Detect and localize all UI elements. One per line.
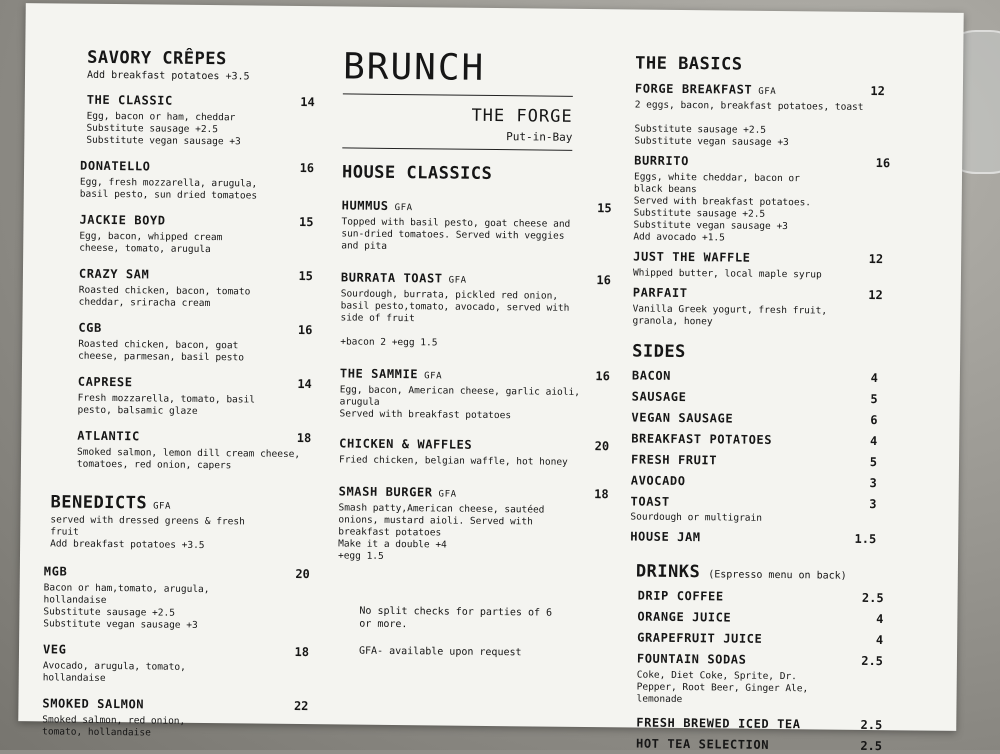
item-price: 12	[868, 288, 883, 302]
item-name	[635, 81, 885, 98]
drinks-title	[630, 561, 930, 584]
item-price: 2.5	[861, 654, 883, 668]
benedicts-header	[38, 492, 311, 553]
side-item	[631, 410, 891, 427]
item-price: 15	[597, 201, 612, 215]
item-price: 2.5	[861, 718, 883, 732]
item-price: 15	[298, 269, 313, 283]
item-price: 4	[870, 434, 877, 448]
item-description: Egg, bacon, American cheese, garlic aioli, arugula Served with breakfast potatoes	[339, 384, 609, 423]
sides-list	[630, 368, 932, 546]
item-name: HOT TEA SELECTION	[636, 737, 896, 754]
item-description: Egg, bacon or ham, cheddar Substitute sausage +2.5 Substitute vegan sausage +3	[86, 111, 314, 149]
item-description: Smoked salmon, lemon dill cream cheese, tomatoes, red onion, capers	[77, 447, 311, 473]
item-price: 4	[876, 612, 883, 626]
menu-item	[43, 564, 310, 633]
item-price: 6	[870, 413, 877, 427]
drink-item	[636, 716, 896, 733]
right-column	[628, 9, 936, 753]
middle-column	[337, 6, 614, 660]
left-column	[36, 3, 316, 741]
item-price: 1.5	[854, 532, 876, 546]
item-name: HOUSE JAM	[630, 529, 890, 546]
side-item	[631, 473, 891, 490]
item-name	[339, 436, 609, 453]
gfa-tag: GFA	[758, 87, 776, 97]
item-price: 20	[595, 439, 610, 453]
savory-crepes-subtitle: Add breakfast potatoes +3.5	[87, 70, 315, 83]
gfa-note: GFA- available upon request	[337, 644, 607, 660]
item-name: VEGAN SAUSAGE	[631, 410, 891, 427]
drink-item	[637, 610, 897, 627]
item-description: Coke, Diet Coke, Sprite, Dr. Pepper, Root Beer, Ginger Ale, lemonade	[636, 670, 896, 709]
item-name-text: FORGE BREAKFAST	[635, 81, 753, 96]
item-name	[633, 249, 883, 266]
menu-item	[77, 375, 311, 419]
item-name-text: CHICKEN & WAFFLES	[339, 436, 472, 451]
item-name	[341, 270, 611, 287]
item-name: JACKIE BOYD	[79, 213, 313, 229]
item-price: 3	[869, 497, 876, 511]
menu-item	[340, 270, 611, 351]
item-price: 22	[294, 699, 309, 713]
item-price: 18	[594, 487, 609, 501]
item-price: 15	[299, 215, 314, 229]
item-price: 20	[295, 567, 310, 581]
item-name: BACON	[632, 368, 892, 385]
drink-item	[636, 652, 897, 709]
menu-item	[86, 93, 315, 149]
item-name	[340, 366, 610, 383]
side-item	[630, 529, 890, 546]
item-name	[339, 484, 609, 501]
item-name	[342, 198, 612, 215]
title-divider	[343, 93, 573, 96]
menu-item	[341, 198, 612, 255]
benedicts-subtitle: served with dressed greens & fresh fruit Add breakfast potatoes +3.5	[50, 514, 310, 553]
benedicts-title-text: BENEDICTS	[50, 492, 147, 513]
item-description: Smash patty,American cheese, sautéed onions, mustard aioli. Served with breakfast potatoes Make it a double +4 +egg 1.5	[338, 502, 609, 565]
menu-item	[43, 642, 309, 687]
item-name: AVOCADO	[631, 473, 891, 490]
item-name: VEG	[43, 642, 309, 659]
gfa-tag: GFA	[424, 371, 442, 381]
item-description: Eggs, white cheddar, bacon or black beans Served with breakfast potatoes. Substitute sausage +2.5 Substitute vegan sausage +3 Add avocado +1.5	[633, 171, 884, 246]
item-description: Smoked salmon, red onion, tomato, hollandaise	[42, 714, 308, 741]
item-description: Egg, bacon, whipped cream cheese, tomato, arugula	[79, 231, 313, 257]
item-price: 16	[596, 273, 611, 287]
item-description: Avocado, arugula, tomato, hollandaise	[43, 660, 309, 687]
restaurant-location: Put-in-Bay	[342, 128, 572, 143]
item-name: FRESH BREWED ICED TEA	[636, 716, 896, 733]
item-description: Topped with basil pesto, goat cheese and sun-dried tomatoes. Served with veggies and pita	[341, 216, 611, 255]
item-name: CRAZY SAM	[79, 267, 313, 283]
item-name: FOUNTAIN SODAS	[637, 652, 897, 669]
menu-sheet	[18, 3, 963, 731]
item-name: ATLANTIC	[77, 429, 311, 445]
item-name: SMOKED SALMON	[42, 696, 308, 713]
menu-item	[79, 267, 313, 311]
menu-item	[633, 249, 883, 282]
item-description: Fresh mozzarella, tomato, basil pesto, balsamic glaze	[77, 393, 311, 419]
item-name: MGB	[44, 564, 310, 581]
drink-item	[638, 589, 898, 606]
item-name-text: HUMMUS	[342, 198, 389, 212]
item-name: GRAPEFRUIT JUICE	[637, 631, 897, 648]
menu-item	[634, 81, 885, 150]
item-price: 16	[298, 323, 313, 337]
side-item	[632, 368, 892, 385]
item-price: 3	[869, 476, 876, 490]
item-name: ORANGE JUICE	[637, 610, 897, 627]
restaurant-name: THE FORGE	[343, 104, 573, 126]
item-name: DONATELLO	[80, 159, 314, 175]
menu-item	[42, 696, 308, 741]
item-name-text: BURRATA TOAST	[341, 270, 443, 285]
gfa-tag: GFA	[449, 276, 467, 286]
item-price: 14	[297, 377, 312, 391]
item-name-text: SMASH BURGER	[339, 484, 433, 499]
item-name: DRIP COFFEE	[638, 589, 898, 606]
item-price: 12	[869, 252, 884, 266]
drinks-title-text: DRINKS	[636, 562, 701, 583]
item-description: 2 eggs, bacon, breakfast potatoes, toast Substitute sausage +2.5 Substitute vegan sausage +3	[634, 99, 884, 150]
item-price: 5	[870, 455, 877, 469]
espresso-note: (Espresso menu on back)	[708, 569, 847, 581]
basics-title: THE BASICS	[635, 53, 935, 76]
basics-list	[632, 81, 935, 330]
menu-item	[80, 159, 314, 203]
item-name: CGB	[78, 321, 312, 337]
item-name: TOAST	[631, 494, 891, 511]
menu-item	[79, 213, 313, 257]
drink-item	[636, 737, 896, 754]
item-price: 12	[870, 84, 885, 98]
item-description: Fried chicken, belgian waffle, hot honey	[339, 454, 609, 469]
item-description: Bacon or ham,tomato, arugula, hollandaise Substitute sausage +2.5 Substitute vegan sausage +3	[43, 582, 309, 633]
menu-item	[339, 366, 610, 423]
savory-crepes-list-rest	[39, 158, 314, 473]
item-price: 5	[870, 392, 877, 406]
item-description: Roasted chicken, bacon, goat cheese, parmesan, basil pesto	[78, 339, 312, 365]
item-price: 18	[294, 645, 309, 659]
gfa-tag: GFA	[395, 203, 413, 213]
side-item	[630, 494, 890, 525]
house-classics-title: HOUSE CLASSICS	[342, 162, 612, 185]
menu-item	[633, 153, 884, 246]
item-name: CAPRESE	[78, 375, 312, 391]
item-description: Egg, fresh mozzarella, arugula, basil pesto, sun dried tomatoes	[80, 177, 314, 203]
benedicts-list	[36, 564, 310, 741]
item-description: Sourdough, burrata, pickled red onion, basil pesto,tomato, avocado, served with side of fruit +bacon 2 +egg 1.5	[340, 288, 611, 351]
sides-title: SIDES	[632, 341, 932, 364]
gfa-tag: GFA	[439, 489, 457, 499]
item-name: BREAKFAST POTATOES	[631, 431, 891, 448]
menu-item	[339, 436, 609, 469]
menu-item	[632, 285, 882, 330]
drinks-list	[628, 588, 930, 753]
item-name-text: PARFAIT	[633, 285, 688, 300]
item-price: 2.5	[860, 739, 882, 753]
menu-item	[77, 429, 311, 473]
item-price: 18	[297, 431, 312, 445]
item-price: 2.5	[862, 591, 884, 605]
item-name-text: JUST THE WAFFLE	[633, 249, 751, 264]
item-name: FRESH FRUIT	[631, 452, 891, 469]
item-price: 16	[300, 161, 315, 175]
location-divider	[342, 147, 572, 150]
item-price: 4	[876, 633, 883, 647]
side-item	[631, 452, 891, 469]
benedicts-title	[50, 492, 310, 515]
item-description: Whipped butter, local maple syrup	[633, 267, 883, 282]
item-name: THE CLASSIC	[87, 93, 315, 109]
item-price: 16	[595, 369, 610, 383]
item-price: 16	[876, 156, 891, 170]
savory-crepes-title: SAVORY CRÊPES	[87, 48, 315, 70]
item-description: Sourdough or multigrain	[630, 511, 890, 525]
item-price: 14	[300, 95, 315, 109]
house-classics-list	[338, 198, 612, 565]
item-price: 4	[871, 371, 878, 385]
drink-item	[637, 631, 897, 648]
item-name-text: BURRITO	[634, 153, 689, 168]
side-item	[632, 389, 892, 406]
item-name	[634, 153, 884, 170]
item-name	[633, 285, 883, 302]
side-item	[631, 431, 891, 448]
menu-item	[78, 321, 312, 365]
menu-title: BRUNCH	[343, 46, 613, 90]
savory-crepes-list	[42, 92, 315, 149]
split-check-note: No split checks for parties of 6 or more.	[337, 604, 607, 633]
savory-crepes-header	[43, 47, 315, 83]
gfa-tag: GFA	[153, 501, 171, 511]
item-description: Vanilla Greek yogurt, fresh fruit, granola, honey	[632, 303, 882, 330]
item-name: SAUSAGE	[632, 389, 892, 406]
item-name-text: THE SAMMIE	[340, 366, 418, 381]
item-description: Roasted chicken, bacon, tomato cheddar, sriracha cream	[79, 285, 313, 311]
menu-item	[338, 484, 609, 565]
